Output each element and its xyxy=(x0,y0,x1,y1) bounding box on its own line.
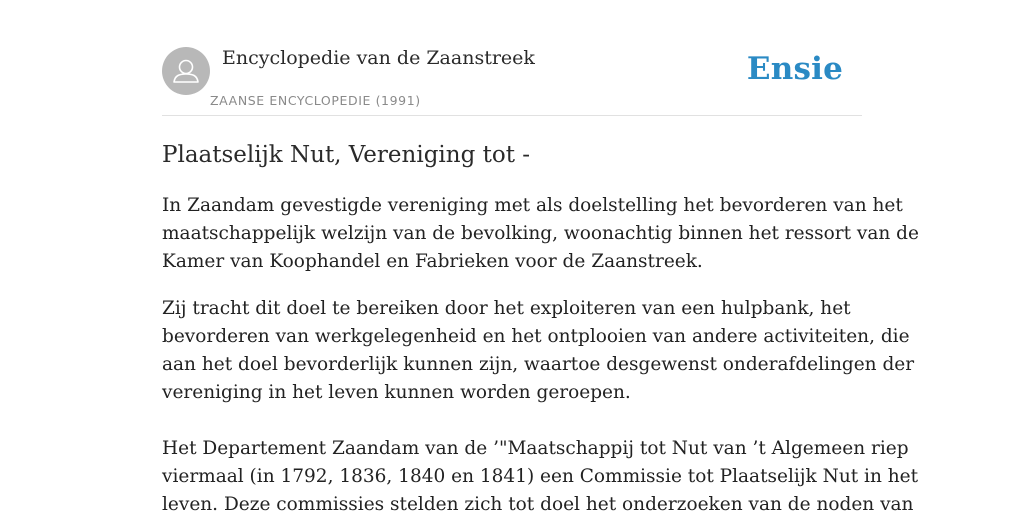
paragraph-line: Zij tracht dit doel te bereiken door het exploiteren van een hulpbank, het xyxy=(162,298,851,319)
paragraph-line: leven. Deze commissies stelden zich tot doel het onderzoeken van de noden van xyxy=(162,494,914,512)
paragraph-line: Het Departement Zaandam van de ’"Maatschappij tot Nut van ’t Algemeen riep xyxy=(162,438,909,459)
paragraph-line: vereniging in het leven kunnen worden geroepen. xyxy=(162,382,631,403)
source-title[interactable]: Encyclopedie van de Zaanstreek xyxy=(222,47,535,69)
article-paragraph xyxy=(162,192,919,276)
author-avatar[interactable] xyxy=(162,47,210,95)
paragraph-line: maatschappelijk welzijn van de bevolking, woonachtig binnen het ressort van de xyxy=(162,223,919,244)
paragraph-line: In Zaandam gevestigde vereniging met als doelstelling het bevorderen van het xyxy=(162,195,903,216)
source-subtitle: ZAANSE ENCYCLOPEDIE (1991) xyxy=(210,93,421,108)
paragraph-line: viermaal (in 1792, 1836, 1840 en 1841) een Commissie tot Plaatselijk Nut in het xyxy=(162,466,919,487)
user-silhouette-icon xyxy=(162,47,210,95)
header-divider xyxy=(162,115,862,116)
article-title: Plaatselijk Nut, Vereniging tot - xyxy=(162,142,531,168)
article-paragraph xyxy=(162,435,919,512)
paragraph-line: bevorderen van werkgelegenheid en het ontplooien van andere activiteiten, die xyxy=(162,326,910,347)
paragraph-line: Kamer van Koophandel en Fabrieken voor de Zaanstreek. xyxy=(162,251,703,272)
article-paragraph xyxy=(162,295,915,407)
ensie-logo[interactable]: Ensie xyxy=(746,51,843,87)
paragraph-line: aan het doel bevorderlijk kunnen zijn, waartoe desgewenst onderafdelingen der xyxy=(162,354,915,375)
